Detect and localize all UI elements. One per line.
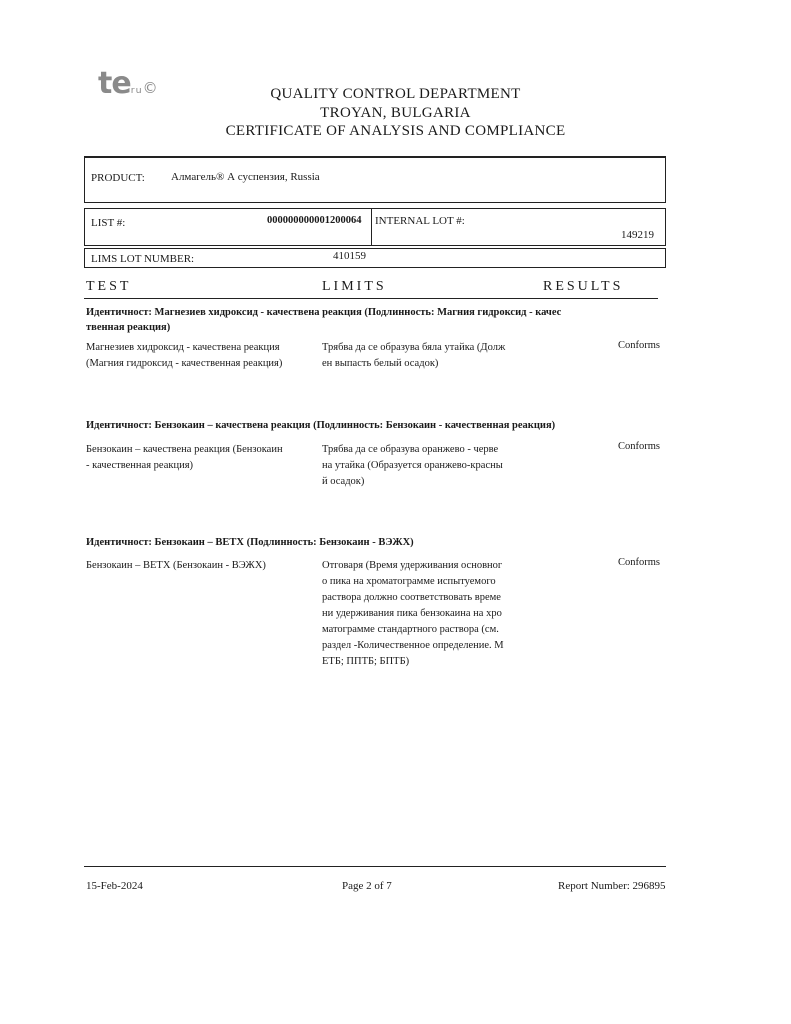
list-label: LIST #: xyxy=(91,217,126,229)
list-box xyxy=(84,208,666,246)
section-1-limits: Трябва да се образува бяла утайка (Долж ен выпасть белый осадок) xyxy=(322,342,506,369)
section-3-test: Бензокаин – ВЕТХ (Бензокаин - ВЭЖХ) xyxy=(86,560,266,571)
product-value: Алмагель® А суспензия, Russia xyxy=(171,171,320,183)
column-limits: LIMITS xyxy=(322,279,387,294)
footer-date: 15-Feb-2024 xyxy=(86,880,143,892)
section-2-limits: Трябва да се образува оранжево - черве на утайка (Образуется оранжево-красны й осадок) xyxy=(322,444,503,487)
section-2-result: Conforms xyxy=(618,441,660,452)
section-2-test: Бензокаин – качествена реакция (Бензокаин - качественная реакция) xyxy=(86,444,283,471)
section-3-heading: Идентичност: Бензокаин – ВЕТХ (Подлинность: Бензокаин - ВЭЖХ) xyxy=(86,537,414,548)
footer-report-number: Report Number: 296895 xyxy=(558,880,666,892)
column-rule xyxy=(84,298,658,299)
column-results: RESULTS xyxy=(543,279,624,294)
list-value: 000000000001200064 xyxy=(267,215,362,226)
department-title: QUALITY CONTROL DEPARTMENT xyxy=(270,86,521,102)
section-3-result: Conforms xyxy=(618,557,660,568)
lims-label: LIMS LOT NUMBER: xyxy=(91,253,195,265)
certificate-title: CERTIFICATE OF ANALYSIS AND COMPLIANCE xyxy=(225,123,566,139)
list-divider xyxy=(371,209,372,245)
internal-lot-value: 149219 xyxy=(621,229,654,241)
section-3-limits: Отговаря (Время удерживания основног о пика на хроматограмме испытуемого раствора должно соответствовать време ни удерживания пика бензокаина на хро матограмме стандартного раствора (см. раздел -Количественное определение. М ЕТБ; ППТБ; БПТБ) xyxy=(322,560,504,667)
logo-text: te xyxy=(98,66,131,101)
product-box xyxy=(84,158,666,203)
product-label: PRODUCT: xyxy=(91,172,145,184)
lims-value: 410159 xyxy=(333,250,366,262)
section-1-test: Магнезиев хидроксид - качествена реакция (Магния гидроксид - качественная реакция) xyxy=(86,342,283,369)
lims-box xyxy=(84,248,666,268)
location-title: TROYAN, BULGARIA xyxy=(320,105,471,121)
logo-mark: ᵣᵤ© xyxy=(130,79,159,97)
section-2-heading: Идентичност: Бензокаин – качествена реакция (Подлинность: Бензокаин - качественная реакция) xyxy=(86,420,556,431)
footer-page: Page 2 of 7 xyxy=(342,880,392,892)
section-1-result: Conforms xyxy=(618,340,660,351)
internal-lot-label: INTERNAL LOT #: xyxy=(375,215,465,227)
footer-rule xyxy=(84,866,666,867)
section-1-heading: Идентичност: Магнезиев хидроксид - качествена реакция (Подлинность: Магния гидроксид - качес твенная реакция) xyxy=(86,307,562,333)
column-test: TEST xyxy=(86,279,132,294)
